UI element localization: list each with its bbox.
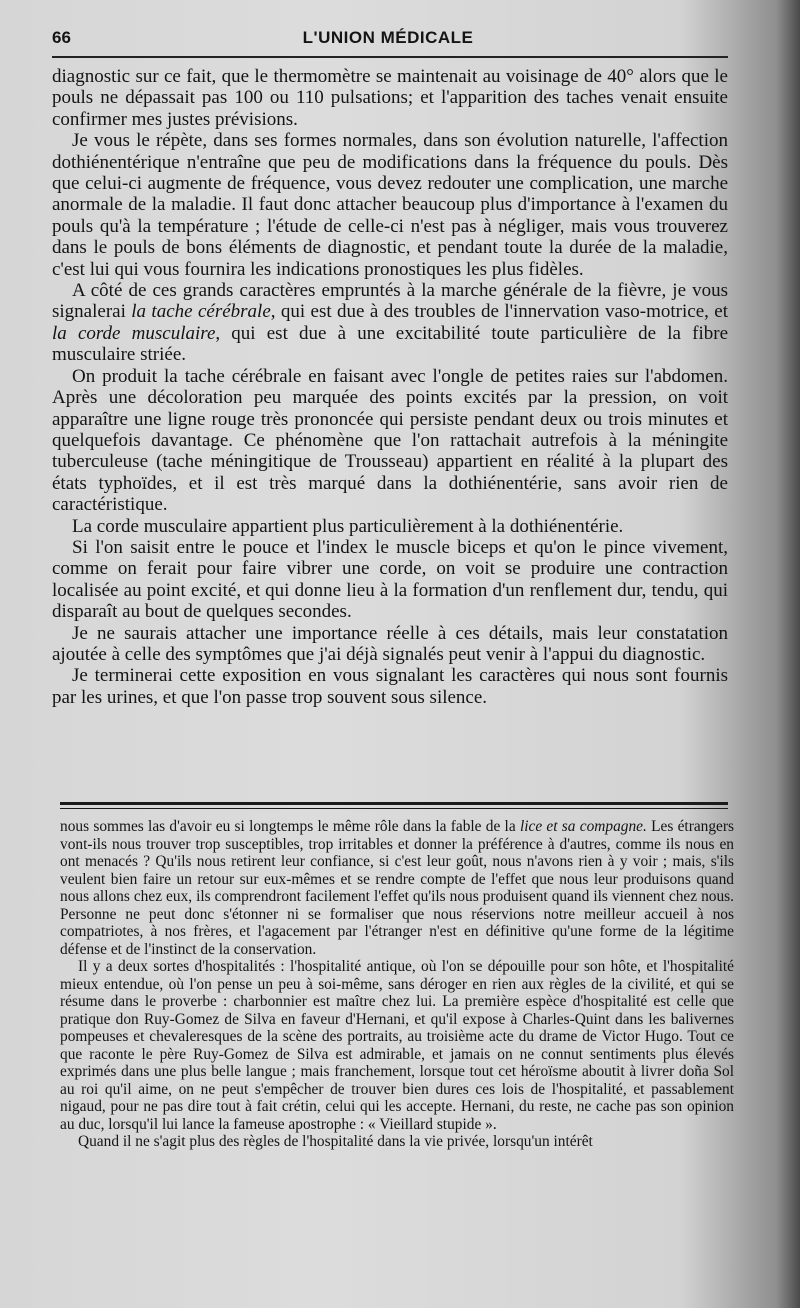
text-run: A côté de ces grands caractères empruntés à la marche générale de la fièvre, je vous signalerai	[52, 280, 728, 323]
italic-term-tache-cerebrale: la tache cérébrale	[131, 301, 271, 323]
footnote-paragraph	[60, 818, 734, 958]
page-header	[52, 26, 724, 56]
main-text	[52, 66, 728, 708]
text-run: , qui est due à des troubles de l'innervation vaso-motrice, et	[270, 301, 728, 323]
paragraph: Je terminerai cette exposition en vous signalant les caractères qui nous sont fournis par les urines, et que l'on passe trop souvent sous silence.	[52, 665, 728, 708]
footnote-separator	[60, 802, 728, 809]
footnote-paragraph: Quand il ne s'agit plus des règles de l'hospitalité dans la vie privée, lorsqu'un intérêt	[78, 1133, 593, 1150]
text-run: Les étrangers vont-ils nous trouver trop susceptibles, trop irritables et donner la préférence à d'autres, comme ils nous en ont menacés ? Qu'ils nous retirent leur confiance, si c'est leur goût, nous n'avons rien à y voir ; mais, s'ils veulent bien faire un retour sur eux-mêmes et se rendre compte de l'effet que nous leur produisons quand nous allons chez eux, ils comprendront facilement l'effet qu'ils nous produisent quand ils viennent chez nous. Personne ne peut donc s'étonner ni se formaliser que nous réservions notre meilleur accueil à nos compatriotes, à nos frères, et l'agacement par l'étranger n'est en définitive qu'une forme de la légitime défense et de l'instinct de la conservation.	[60, 818, 734, 958]
paragraph: Si l'on saisit entre le pouce et l'index le muscle biceps et qu'on le pince vivement, comme on ferait pour faire vibrer une corde, on voit se produire une contraction localisée au point excité, et qui donne lieu à la formation d'un renflement dur, tendu, qui disparaît au bout de quelques secondes.	[52, 536, 728, 623]
text-run: nous sommes las d'avoir eu si longtemps le même rôle dans la fable de la	[60, 818, 520, 835]
paragraph: diagnostic sur ce fait, que le thermomètre se maintenait au voisinage de 40° alors que le pouls ne dépassait pas 100 ou 110 pulsations; et l'apparition des taches venait ensuite confirmer mes justes prévisions.	[52, 66, 728, 130]
footnote-text	[60, 818, 734, 1151]
italic-fable-title: lice et sa compagne.	[519, 818, 647, 835]
paragraph: La corde musculaire appartient plus particulièrement à la dothiénentérie.	[72, 515, 624, 537]
header-rule	[52, 56, 728, 58]
running-title: L'UNION MÉDICALE	[302, 28, 474, 47]
italic-term-corde-musculaire: la corde musculaire	[52, 322, 216, 344]
page-number: 66	[52, 28, 71, 47]
paragraph: On produit la tache cérébrale en faisant avec l'ongle de petites raies sur l'abdomen. Après une décoloration peu marquée des points excités par la pression, on voit apparaître une ligne rouge très prononcée qui persiste pendant deux ou trois minutes et quelquefois davantage. Ce phénomène que l'on rattachait autrefois à la méningite tuberculeuse (tache méningitique de Trousseau) appartient en réalité à la plupart des états typhoïdes, et il est très marqué dans la dothiénentérie, sans avoir rien de caractéristique.	[52, 365, 728, 516]
paragraph: Je vous le répète, dans ses formes normales, dans son évolution naturelle, l'affection dothiénentérique n'entraîne que peu de modifications dans la fréquence du pouls. Dès que celui-ci augmente de fréquence, vous devez redouter une complication, une marche anormale de la maladie. Il faut donc attacher beaucoup plus d'importance à l'examen du pouls qu'à la température ; l'étude de celle-ci n'est pas à négliger, mais vous trouverez dans le pouls de bons éléments de diagnostic, et pendant toute la durée de la maladie, c'est lui qui vous fournira les indications pronostiques les plus fidèles.	[52, 130, 728, 280]
footnote-paragraph: Il y a deux sortes d'hospitalités : l'hospitalité antique, où l'on se dépouille pour son hôte, et l'hospitalité mieux entendue, où l'on pense un peu à soi-même, sans déroger en rien aux règles de la civilité, et qui se résume dans le proverbe : charbonnier est maître chez lui. La première espèce d'hospitalité est celle que pratique don Ruy-Gomez de Silva en faveur d'Hernani, et qu'il expose à Charles-Quint dans les balivernes pompeuses et chevaleresques de la scène des portraits, au troisième acte du drame de Victor Hugo. Tout ce que raconte le père Ruy-Gomez de Silva est admirable, et jamais on ne connut sentiments plus élevés exprimés dans une plus belle langue ; mais franchement, lorsque tout cet héroïsme aboutit à livrer doña Sol au roi qu'il aime, on ne peut s'empêcher de trouver bien dures ces lois de l'hospitalité, et passablement nigaud, pour ne pas dire tout à fait crétin, celui qui les accepte. Hernani, du reste, ne cache pas son opinion au duc, lorsqu'il lui lance la fameuse apostrophe : « Vieillard stupide ».	[60, 958, 734, 1133]
paragraph	[52, 280, 728, 366]
text-run: , qui est due à une excitabilité toute particulière de la fibre musculaire striée.	[52, 322, 729, 366]
paragraph: Je ne saurais attacher une importance réelle à ces détails, mais leur constatation ajoutée à celle des symptômes que j'ai déjà signalés peut venir à l'appui du diagnostic.	[52, 622, 728, 665]
